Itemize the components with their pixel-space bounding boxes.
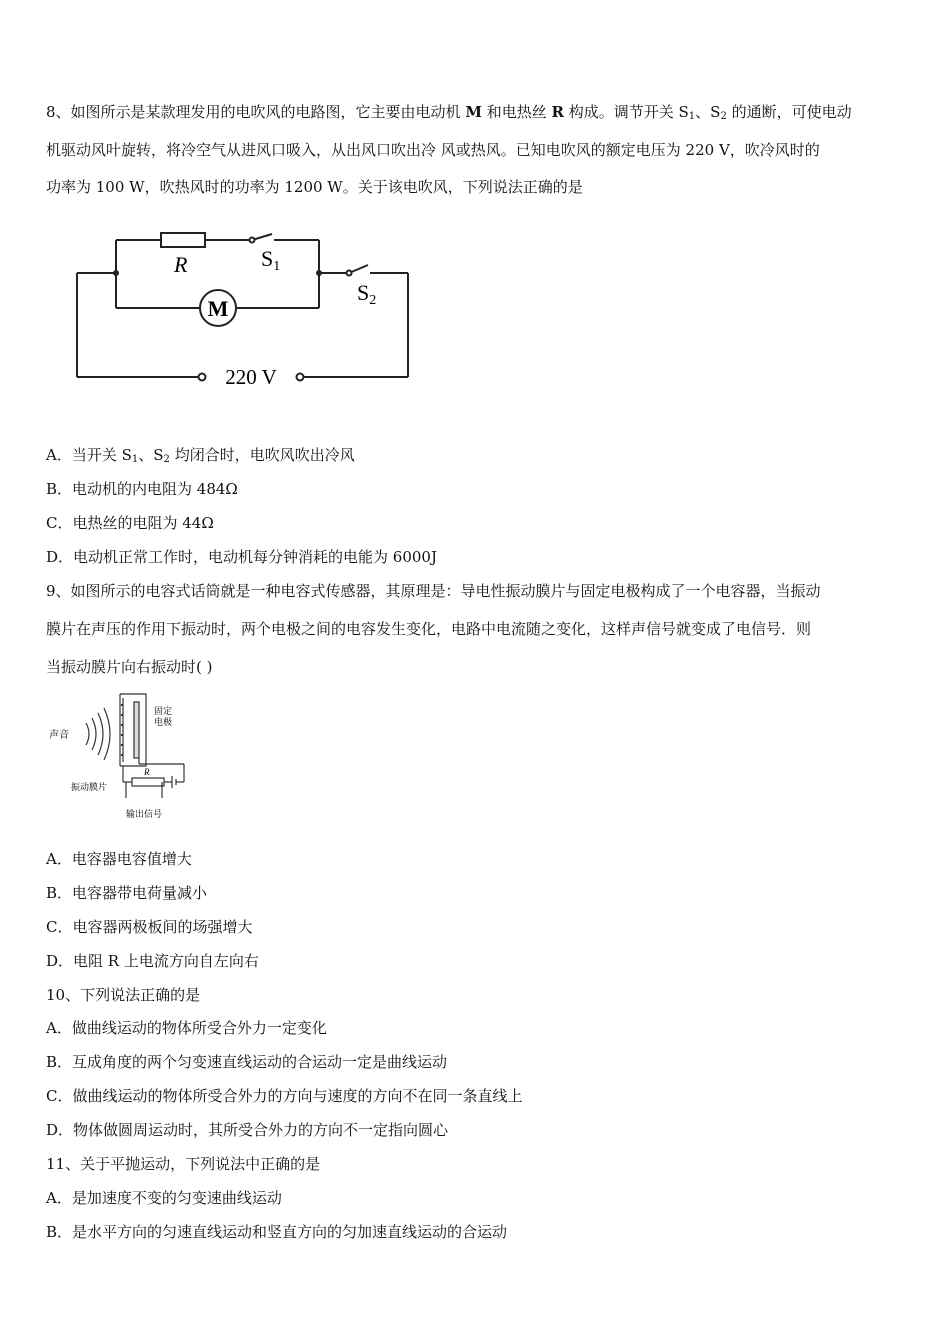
q9-fig-r-label: R (144, 767, 150, 777)
q8-text: 、S (695, 103, 721, 121)
q8-fig-s1-label: S1 (261, 246, 281, 274)
q8-option-a-sub: 2 (163, 454, 170, 465)
q8-option-a[interactable] (46, 445, 355, 470)
q8-stem-line-2: 机驱动风叶旋转，将冷空气从进风口吸入，从出风口吹出冷 风或热风。已知电吹风的额定电压为 220 V，吹冷风时的 (46, 141, 820, 159)
q9-stem-line-3: 当振动膜片向右振动时( ) (46, 658, 213, 676)
q11-option-b[interactable]: B．是水平方向的匀速直线运动和竖直方向的匀加速直线运动的合运动 (46, 1223, 508, 1241)
q8-motor-symbol: M (465, 103, 482, 121)
q8-option-a-sub: 1 (131, 454, 139, 465)
q10-stem: 10、下列说法正确的是 (46, 986, 201, 1004)
q8-text: 构成。调节开关 S (563, 103, 689, 121)
q10-option-c[interactable]: C．做曲线运动的物体所受合外力的方向与速度的方向不在同一条直线上 (46, 1087, 523, 1105)
q8-option-a-text: 、S (138, 446, 164, 464)
q9-fig-membrane-label: 振动膜片 (71, 783, 108, 793)
q11-stem: 11、关于平抛运动，下列说法中正确的是 (46, 1155, 321, 1173)
q8-fig-r-label: R (174, 252, 188, 277)
q8-fig-s2-label: S2 (357, 280, 377, 308)
q8-option-c[interactable]: C．电热丝的电阻为 44Ω (46, 514, 214, 532)
q8-circuit-diagram (70, 222, 420, 397)
q8-text: 8、如图所示是某款理发用的电吹风的电路图，它主要由电动机 (46, 103, 466, 121)
q8-fig-motor-label: M (207, 296, 229, 321)
q8-option-b[interactable]: B．电动机的内电阻为 484Ω (46, 480, 238, 498)
q10-option-b[interactable]: B．互成角度的两个匀变速直线运动的合运动一定是曲线运动 (46, 1053, 448, 1071)
q8-stem-line-1 (46, 102, 852, 127)
q8-stem-line-3: 功率为 100 W，吹热风时的功率为 1200 W。关于该电吹风，下列说法正确的是 (46, 178, 583, 196)
q8-text: 和电热丝 (481, 103, 552, 121)
q9-fig-sound-label: 声音 (49, 730, 69, 741)
q8-option-a-text: A．当开关 S (46, 446, 132, 464)
q9-fig-output-label: 输出信号 (126, 810, 163, 820)
q8-s2-sub: 2 (720, 111, 727, 122)
q8-text: 的通断，可使电动 (726, 103, 852, 121)
q9-fig-fixed-label-2: 电极 (154, 718, 173, 728)
q8-s1-sub: 1 (688, 111, 696, 122)
q9-stem-line-2: 膜片在声压的作用下振动时，两个电极之间的电容发生变化，电路中电流随之变化，这样声信号就变成了电信号．则 (46, 620, 812, 638)
q11-option-a[interactable]: A．是加速度不变的匀变速曲线运动 (46, 1189, 282, 1207)
q9-fig-fixed-label-1: 固定 (154, 707, 173, 717)
q9-option-b[interactable]: B．电容器带电荷量减小 (46, 884, 208, 902)
q8-option-d[interactable]: D．电动机正常工作时，电动机每分钟消耗的电能为 6000J (46, 548, 437, 566)
q9-stem-line-1: 9、如图所示的电容式话筒就是一种电容式传感器，其原理是：导电性振动膜片与固定电极构成了一个电容器，当振动 (46, 582, 821, 600)
q9-option-a[interactable]: A．电容器电容值增大 (46, 850, 192, 868)
q10-option-a[interactable]: A．做曲线运动的物体所受合外力一定变化 (46, 1019, 327, 1037)
q8-fig-voltage-label: 220 V (225, 365, 277, 389)
q9-option-d[interactable]: D．电阻 R 上电流方向自左向右 (46, 952, 259, 970)
q9-option-c[interactable]: C．电容器两极板间的场强增大 (46, 918, 253, 936)
q8-option-a-text: 均闭合时，电吹风吹出冷风 (169, 446, 355, 464)
q9-microphone-diagram (46, 690, 196, 825)
q8-resistor-symbol: R (551, 103, 564, 121)
q10-option-d[interactable]: D．物体做圆周运动时，其所受合外力的方向不一定指向圆心 (46, 1121, 449, 1139)
